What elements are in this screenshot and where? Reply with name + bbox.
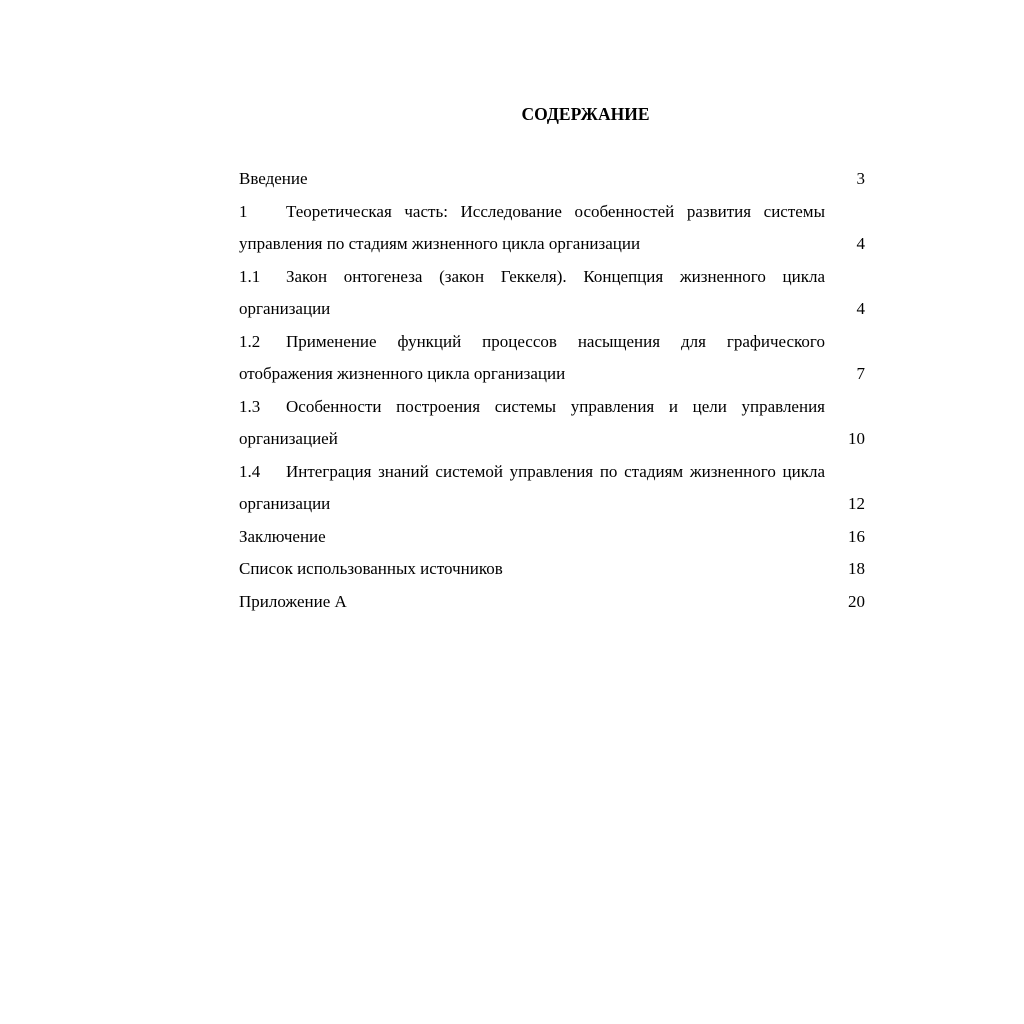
toc-entry-text [239,391,825,456]
toc-entry[interactable] [239,521,865,554]
toc-entry-title: Введение [239,169,308,188]
toc-entry-title: Список использованных источников [239,559,503,578]
toc-entry-title: Приложение А [239,591,347,611]
toc-page-number: 18 [848,559,865,578]
toc-entry[interactable] [239,326,865,391]
toc-entry-text [239,521,825,554]
toc-entry-text [239,586,825,619]
toc-entry-text [239,163,825,196]
toc-page-number: 16 [848,526,865,546]
toc-section-number: 1.2 [239,331,261,351]
toc-section-number: 1.4 [239,461,261,481]
toc-page-number: 4 [856,299,865,318]
toc-page-number: 7 [856,364,865,383]
toc-entry[interactable] [239,553,865,586]
toc-page-number: 10 [848,429,865,448]
toc-entry-title: Особенности построения системы управления и цели управления организацией [239,396,825,448]
toc-entry-title: Закон онтогенеза (закон Геккеля). Концепция жизненного цикла организации [239,266,825,318]
toc-section-number: 1.1 [239,266,261,286]
toc-page-number: 4 [856,234,865,253]
toc-entry[interactable] [239,261,865,326]
table-of-contents [239,163,865,618]
toc-entry-text [239,326,825,391]
page-title: СОДЕРЖАНИЕ [521,104,650,124]
toc-entry[interactable] [239,163,865,196]
toc-entry[interactable] [239,391,865,456]
toc-section-number: 1.3 [239,396,261,416]
toc-entry-text [239,553,825,586]
toc-entry[interactable] [239,196,865,261]
toc-page-number: 12 [848,494,865,513]
toc-page-number: 3 [856,169,865,188]
toc-entry-title: Теоретическая часть: Исследование особенностей развития системы управления по стадиям жизненного цикла организации [239,201,825,253]
toc-entry-title: Заключение [239,526,326,546]
toc-page-number: 20 [848,591,865,611]
toc-entry[interactable] [239,586,865,619]
toc-section-number: 1 [239,201,248,221]
toc-entry-title: Интеграция знаний системой управления по стадиям жизненного цикла организации [239,461,825,513]
toc-entry-text [239,261,825,326]
toc-entry-text [239,456,825,521]
toc-entry-title: Применение функций процессов насыщения для графического отображения жизненного цикла организации [239,331,825,383]
toc-entry[interactable] [239,456,865,521]
toc-entry-text [239,196,825,261]
